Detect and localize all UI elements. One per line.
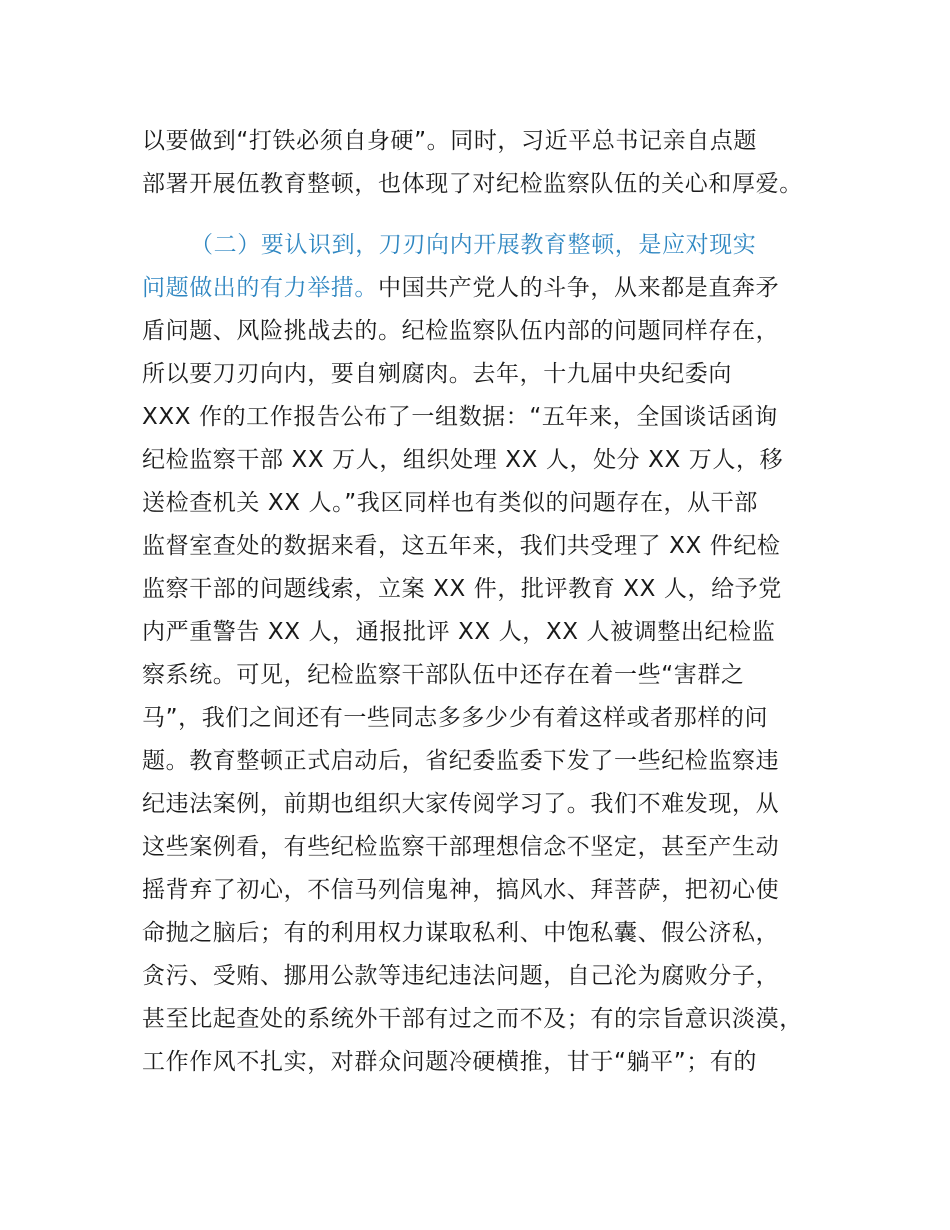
paragraph-2-line: 内严重警告 XX 人，通报批评 XX 人，XX 人被调整出纪检监 [142,619,776,645]
paragraph-2-line: 盾问题、风险挑战去的。纪检监察队伍内部的问题同样存在， [142,318,780,344]
section-heading-continued: 问题做出的有力举措。 [142,275,378,301]
section-heading: （二）要认识到，刀刃向内开展教育整顿，是应对现实 [190,232,757,258]
paragraph-2-line: 监督室查处的数据来看，这五年来，我们共受理了 XX 件纪检 [142,533,781,559]
paragraph-2-line: 工作作风不扎实，对群众问题冷硬横推，甘于“躺平”；有的 [142,1049,758,1075]
paragraph-2-line: 纪检监察干部 XX 万人，组织处理 XX 人，处分 XX 万人，移 [142,447,784,473]
paragraph-2-line: 命抛之脑后；有的利用权力谋取私利、中饱私囊、假公济私， [142,920,780,946]
paragraph-2-line: 监察干部的问题线索，立案 XX 件，批评教育 XX 人，给予党 [142,576,782,602]
paragraph-2-line: 纪违法案例，前期也组织大家传阅学习了。我们不难发现，从 [142,791,780,817]
paragraph-1-line: 以要做到“打铁必须自身硬”。同时，习近平总书记亲自点题 [142,128,758,154]
paragraph-2-opening: 中国共产党人的斗争，从来都是直奔矛 [378,275,780,301]
paragraph-2-line: 贪污、受贿、挪用公款等违纪违法问题，自己沦为腐败分子， [142,963,780,989]
paragraph-2-line: 马”，我们之间还有一些同志多多少少有着这样或者那样的问 [142,705,769,731]
paragraph-1-line: 部署开展伍教育整顿，也体现了对纪检监察队伍的关心和厚爱。 [142,171,803,197]
paragraph-2-line: 这些案例看，有些纪检监察干部理想信念不坚定，甚至产生动 [142,834,780,860]
paragraph-2-line [142,273,779,303]
paragraph-2-line: 送检查机关 XX 人。”我区同样也有类似的问题存在，从干部 [142,490,758,516]
paragraph-2-line: 察系统。可见，纪检监察干部队伍中还存在着一些“害群之 [142,662,745,688]
paragraph-2-line: 摇背弃了初心，不信马列信鬼神，搞风水、拜菩萨，把初心使 [142,877,780,903]
paragraph-2-line: 所以要刀刃向内，要自剜腐肉。去年，十九届中央纪委向 [142,361,732,387]
paragraph-2-line: XXX 作的工作报告公布了一组数据：“五年来，全国谈话函询 [142,404,778,430]
paragraph-2-line: 甚至比起查处的系统外干部有过之而不及；有的宗旨意识淡漠， [142,1006,803,1032]
paragraph-2-line: 题。教育整顿正式启动后，省纪委监委下发了一些纪检监察违 [142,748,780,774]
